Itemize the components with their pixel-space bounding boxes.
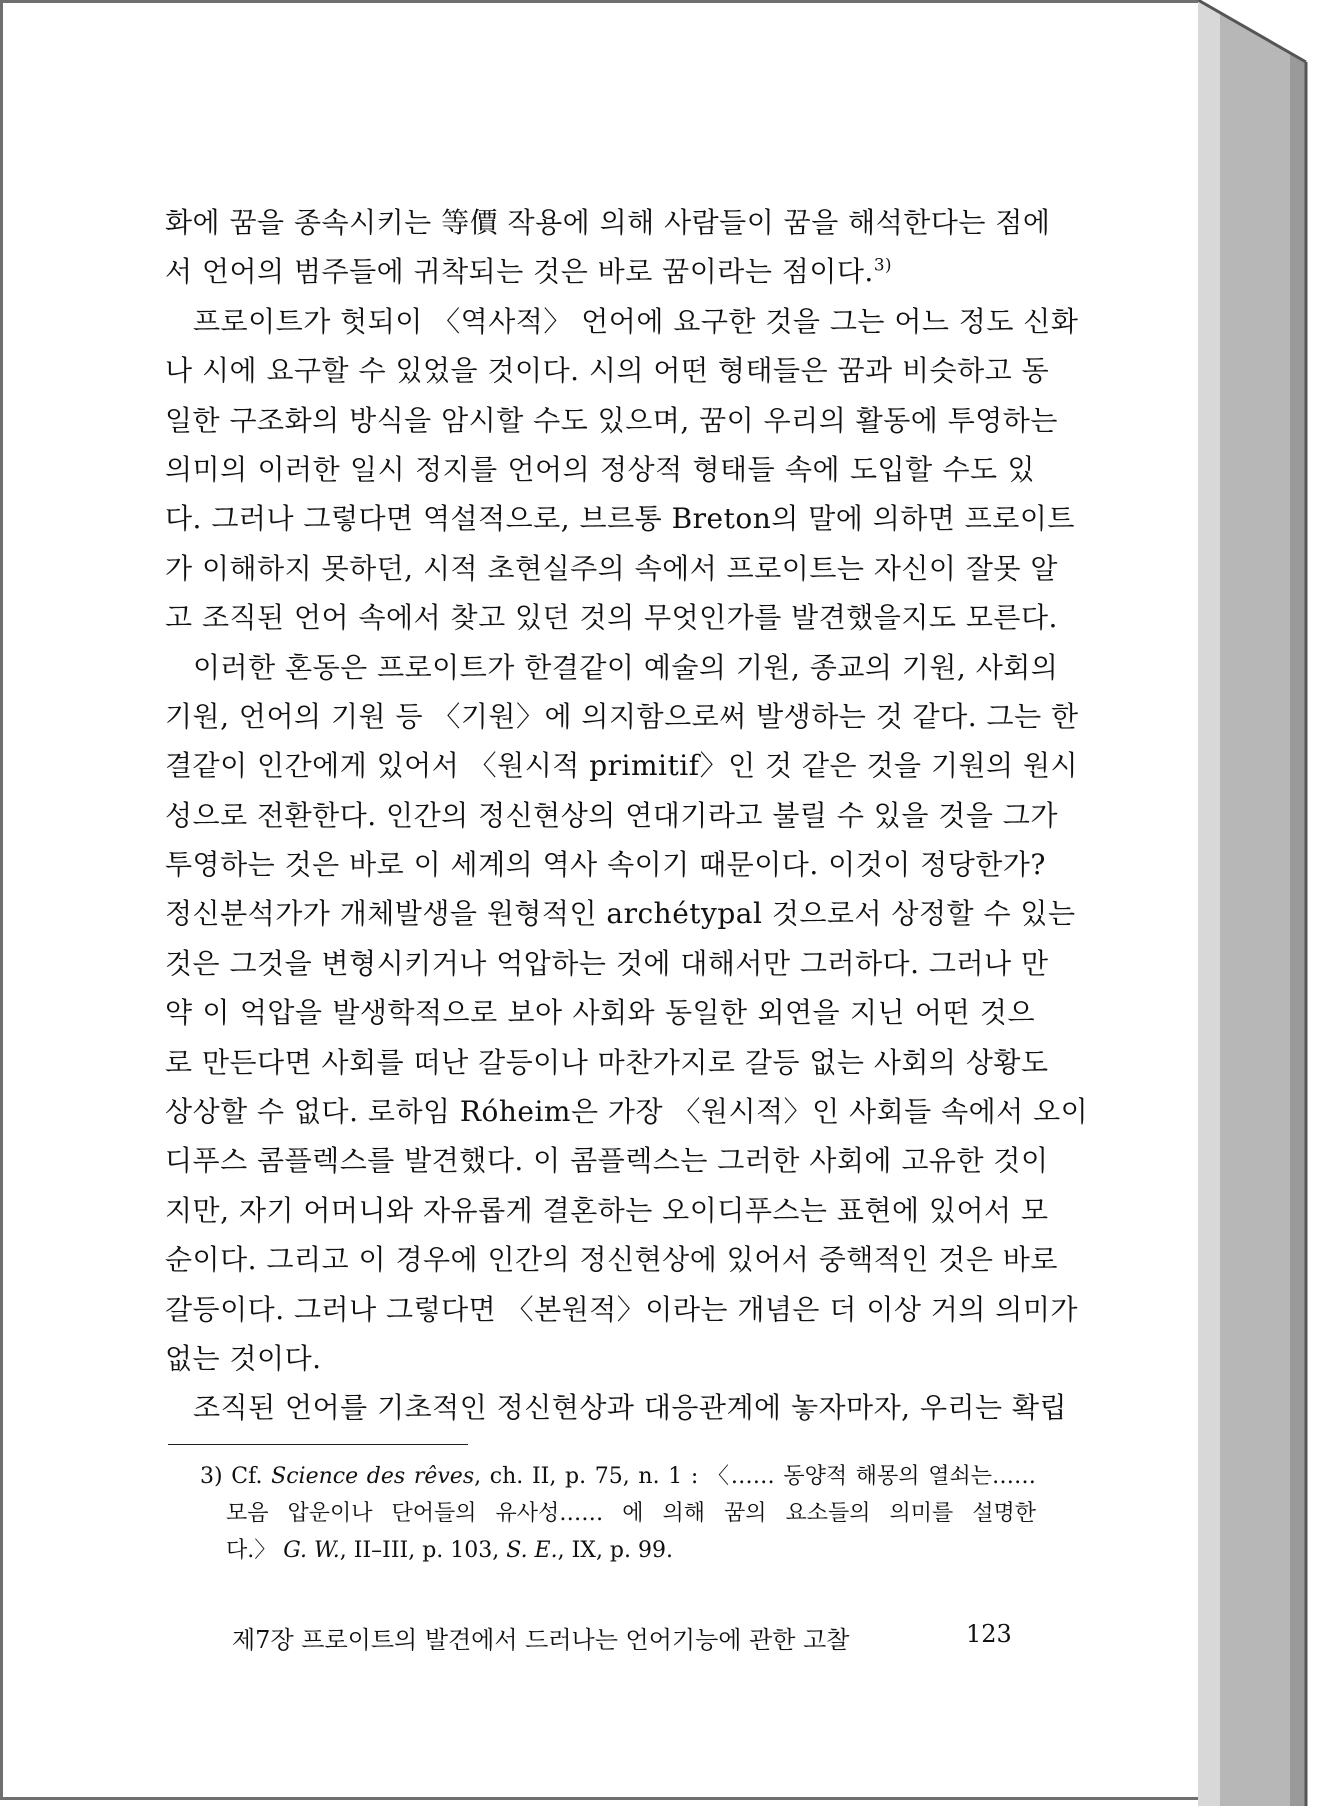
footnote-abbrev-se: S. E. — [506, 1538, 558, 1563]
text-line: 기원, 언어의 기원 등 〈기원〉에 의지함으로써 발생하는 것 같다. 그는 한 — [165, 699, 1079, 733]
text-line: 로 만든다면 사회를 떠난 갈등이나 마찬가지로 갈등 없는 사회의 상황도 — [165, 1045, 1049, 1079]
body-text — [165, 198, 1089, 1433]
text-line: 조직된 언어를 기초적인 정신현상과 대응관계에 놓자마자, 우리는 확립 — [193, 1391, 1068, 1425]
footnote-cited-title: Science des rêves — [271, 1464, 475, 1489]
text-line: 순이다. 그리고 이 경우에 인간의 정신현상에 있어서 중핵적인 것은 바로 — [165, 1243, 1058, 1277]
text-line: 화에 꿈을 종속시키는 等價 작용에 의해 사람들이 꿈을 해석한다는 점에 — [165, 206, 1051, 239]
footnote-text: , II–III, p. 103, — [339, 1538, 507, 1563]
book-edge-highlight — [1198, 0, 1220, 1806]
footnote-marker: 3) — [200, 1464, 223, 1489]
footnote-text: 다.〉 — [226, 1538, 284, 1563]
footnote-text: , ch. II, p. 75, n. 1 : 〈…… 동양적 해몽의 열쇠는…… — [474, 1464, 1036, 1489]
text-line: 약 이 억압을 발생학적으로 보아 사회와 동일한 외연을 지닌 어떤 것으 — [165, 996, 1035, 1030]
text-line: 정신분석가가 개체발생을 원형적인 archétypal 것으로서 상정할 수 있는 — [165, 897, 1076, 931]
paragraph-1 — [165, 198, 1051, 297]
footnote-ref-3: 3) — [873, 255, 893, 276]
footnote-3-line-2: 모음 압운이나 단어들의 유사성…… 에 의해 꿈의 요소들의 의미를 설명한 — [226, 1501, 1036, 1526]
text-line: 갈등이다. 그러나 그렇다면 〈본원적〉이라는 개념은 더 이상 거의 의미가 — [165, 1292, 1078, 1326]
text-line: 성으로 전환한다. 인간의 정신현상의 연대기라고 불릴 수 있을 것을 그가 — [165, 798, 1058, 832]
paragraph-2 — [165, 297, 1079, 643]
text-line: 지만, 자기 어머니와 자유롭게 결혼하는 오이디푸스는 표현에 있어서 모 — [165, 1193, 1049, 1227]
footnotes — [200, 1458, 1036, 1569]
text-line: 가 이해하지 못하던, 시적 초현실주의 속에서 프로이트는 자신이 잘못 알 — [165, 551, 1058, 585]
running-footer-chapter-title: 제7장 프로이트의 발견에서 드러나는 언어기능에 관한 고찰 — [232, 1626, 850, 1654]
text-line — [165, 247, 1035, 296]
footnote-3-line-3 — [200, 1532, 1036, 1569]
text-line: 프로이트가 헛되이 〈역사적〉 언어에 요구한 것을 그는 어느 정도 신화 — [193, 304, 1079, 338]
text-line: 결같이 인간에게 있어서 〈원시적 primitif〉인 것 같은 것을 기원의 원시 — [165, 749, 1079, 783]
paragraph-4 — [165, 1383, 1068, 1432]
footnote-abbrev-gw: G. W. — [283, 1538, 340, 1563]
text-line: 일한 구조화의 방식을 암시할 수도 있으며, 꿈이 우리의 활동에 투영하는 — [165, 403, 1058, 437]
footnote-3-line-1 — [200, 1458, 1036, 1495]
text-line: 고 조직된 언어 속에서 찾고 있던 것의 무엇인가를 발견했을지도 모른다. — [165, 601, 1058, 635]
text-line: 투영하는 것은 바로 이 세계의 역사 속이기 때문이다. 이것이 정당한가? — [165, 848, 1046, 882]
page-number: 123 — [966, 1620, 1012, 1648]
text-line: 디푸스 콤플렉스를 발견했다. 이 콤플렉스는 그러한 사회에 고유한 것이 — [165, 1144, 1049, 1178]
footnote-text: Cf. — [231, 1464, 272, 1489]
text-line: 상상할 수 없다. 로하임 Róheim은 가장 〈원시적〉인 사회들 속에서 오이 — [165, 1095, 1089, 1129]
text-line: 이러한 혼동은 프로이트가 한결같이 예술의 기원, 종교의 기원, 사회의 — [193, 650, 1059, 684]
paragraph-3 — [165, 643, 1089, 1384]
text-line: 의미의 이러한 일시 정지를 언어의 정상적 형태들 속에 도입할 수도 있 — [165, 452, 1035, 486]
text-line: 것은 그것을 변형시키거나 억압하는 것에 대해서만 그러하다. 그러나 만 — [165, 946, 1049, 980]
footnote-separator — [168, 1444, 468, 1445]
text-line: 없는 것이다. — [165, 1341, 322, 1375]
text-line: 나 시에 요구할 수 있었을 것이다. 시의 어떤 형태들은 꿈과 비슷하고 동 — [165, 354, 1050, 388]
footnote-text: , IX, p. 99. — [557, 1538, 673, 1563]
text-line-content: 서 언어의 범주들에 귀착되는 것은 바로 꿈이라는 점이다. — [165, 255, 874, 289]
text-line: 다. 그러나 그렇다면 역설적으로, 브르통 Breton의 말에 의하면 프로이트 — [165, 502, 1075, 536]
book-edge-shadow — [1290, 52, 1306, 1806]
